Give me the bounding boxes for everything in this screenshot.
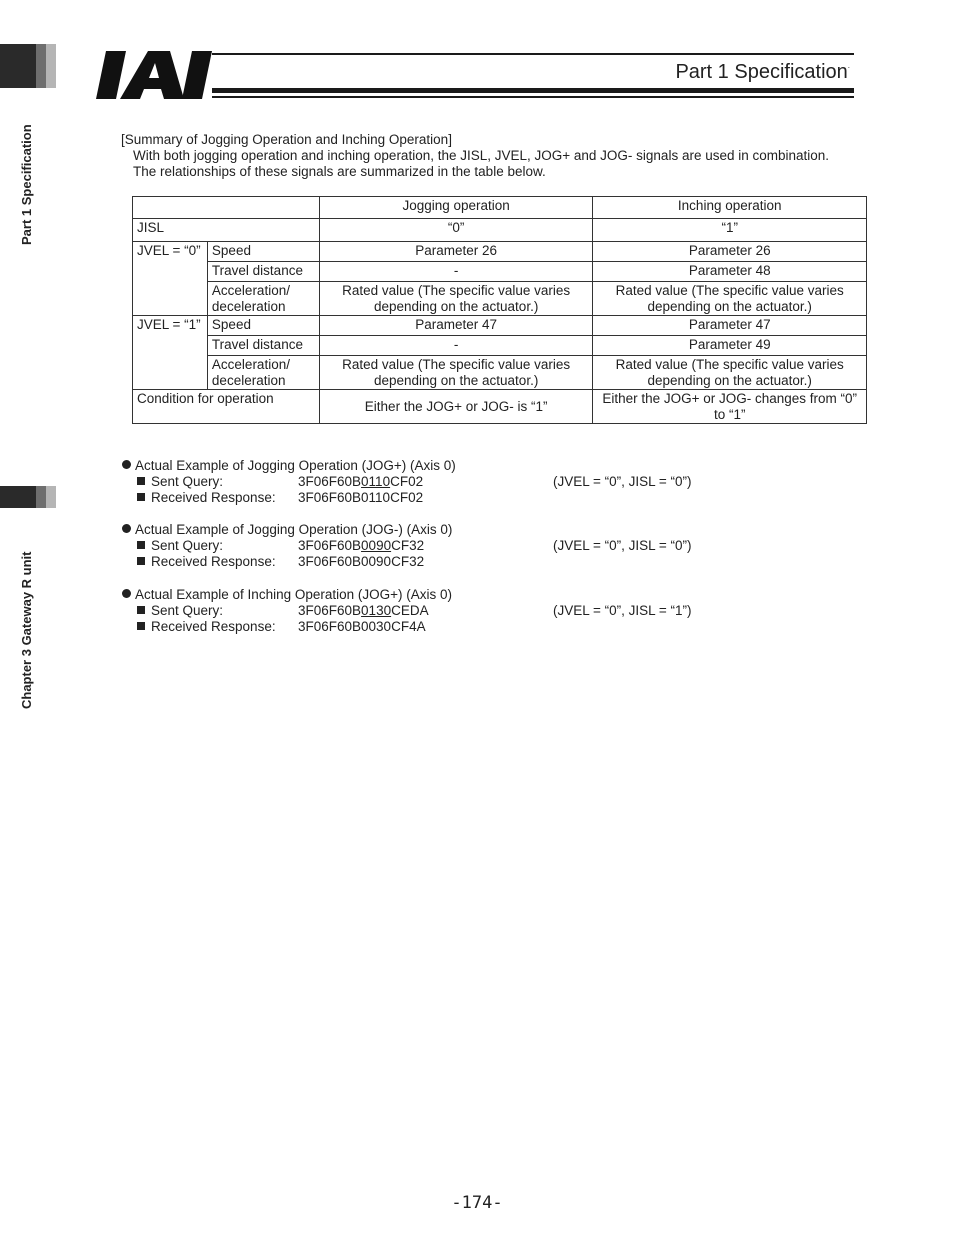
iai-logo [96, 51, 214, 99]
cell-text-line-1: Either the JOG+ or JOG- changes from “0” [602, 391, 858, 406]
cell-jvel1-speed-inch: Parameter 47 [593, 316, 867, 336]
square-bullet-icon [137, 493, 145, 501]
side-tab-top-dark [0, 44, 36, 88]
query-condition: (JVEL = “0”, JISL = “0”) [553, 538, 692, 553]
received-response-label [137, 619, 276, 635]
received-response-label [137, 490, 276, 506]
cell-text-line-2: depending on the actuator.) [647, 298, 812, 314]
cell-text-line-2: to “1” [713, 406, 746, 422]
cell-text-line-1: Rated value (The specific value varies [615, 283, 844, 298]
side-tab-bottom-dark [0, 486, 36, 508]
accel-label-line-2: deceleration [211, 298, 286, 314]
sent-query-value [298, 474, 423, 490]
header-rule-thin-bottom [212, 96, 854, 98]
table-row [133, 219, 867, 242]
cell-jvel1-accel-jog [319, 356, 593, 390]
received-response-value: 3F06F60B0030CF4A [298, 619, 426, 634]
summary-line-1: With both jogging operation and inching operation, the JISL, JVEL, JOG+ and JOG- signals are used in combination. [133, 148, 830, 163]
square-bullet-icon [137, 606, 145, 614]
example-title-text: Actual Example of Inching Operation (JOG+) (Axis 0) [135, 587, 453, 602]
sent-query-value [298, 538, 424, 554]
label-text: Sent Query: [151, 474, 224, 489]
sent-query-value [298, 603, 429, 619]
square-bullet-icon [137, 557, 145, 565]
cell-jvel0-travel-jog: - [319, 262, 593, 282]
row-label-condition: Condition for operation [133, 390, 320, 424]
query-suffix: CF32 [391, 538, 425, 553]
accel-label-line-1: Acceleration/ [211, 357, 290, 372]
cell-jvel1-accel-inch [593, 356, 867, 390]
cell-text-line-2: depending on the actuator.) [373, 372, 539, 388]
header-rule-thick [212, 88, 854, 93]
cell-jvel0-accel-jog [319, 282, 593, 316]
col-header-inching: Inching operation [593, 197, 867, 219]
table-row [133, 316, 867, 336]
bullet-icon [122, 524, 131, 533]
page-header-title: Part 1 Specification. [675, 61, 850, 83]
table-header-row [133, 197, 867, 219]
table-corner-cell [133, 197, 320, 219]
received-response-label [137, 554, 276, 570]
table-row [133, 282, 867, 316]
row-label-jisl: JISL [133, 219, 320, 242]
sent-query-label [137, 538, 223, 554]
label-text: Received Response: [151, 619, 276, 634]
sent-query-label [137, 474, 223, 490]
cell-text-line-1: Rated value (The specific value varies [342, 283, 571, 298]
bullet-icon [122, 460, 131, 469]
label-text: Received Response: [151, 490, 276, 505]
sub-label-speed: Speed [207, 242, 319, 262]
sub-label-travel: Travel distance [207, 262, 319, 282]
cell-jvel0-speed-jog: Parameter 26 [319, 242, 593, 262]
example-title-text: Actual Example of Jogging Operation (JOG-) (Axis 0) [135, 522, 453, 537]
table-row [133, 262, 867, 282]
sub-label-travel: Travel distance [207, 336, 319, 356]
col-header-jogging: Jogging operation [319, 197, 593, 219]
cell-jvel1-travel-inch: Parameter 49 [593, 336, 867, 356]
cell-text-line-1: Rated value (The specific value varies [342, 357, 571, 372]
accel-label-line-1: Acceleration/ [211, 283, 290, 298]
cell-condition-inch [593, 390, 867, 424]
query-underlined: 0090 [361, 538, 392, 553]
summary-heading: [Summary of Jogging Operation and Inching Operation] [121, 132, 452, 147]
query-suffix: CEDA [391, 603, 429, 618]
bullet-icon [122, 589, 131, 598]
cell-jvel1-speed-jog: Parameter 47 [319, 316, 593, 336]
example-title [122, 458, 456, 474]
example-title [122, 522, 452, 538]
label-text: Received Response: [151, 554, 276, 569]
example-title-text: Actual Example of Jogging Operation (JOG+) (Axis 0) [135, 458, 456, 473]
summary-line-2: The relationships of these signals are summarized in the table below. [133, 164, 546, 179]
received-response-value: 3F06F60B0090CF32 [298, 554, 425, 569]
received-response-value: 3F06F60B0110CF02 [298, 490, 424, 505]
example-title [122, 587, 452, 603]
query-condition: (JVEL = “0”, JISL = “0”) [553, 474, 692, 489]
table-row [133, 390, 867, 424]
sub-label-speed: Speed [207, 316, 319, 336]
table-row [133, 356, 867, 390]
cell-text-line-1: Rated value (The specific value varies [615, 357, 844, 372]
label-text: Sent Query: [151, 538, 224, 553]
cell-jvel0-accel-inch [593, 282, 867, 316]
page-number: -174- [451, 1193, 503, 1213]
query-prefix: 3F06F60B [298, 538, 362, 553]
side-tab-top-light [46, 44, 56, 88]
query-underlined: 0110 [361, 474, 391, 489]
accel-label-line-2: deceleration [211, 372, 286, 388]
cell-condition-jog: Either the JOG+ or JOG- is “1” [319, 390, 593, 424]
sub-label-accel [207, 356, 319, 390]
table-row [133, 336, 867, 356]
query-prefix: 3F06F60B [298, 474, 362, 489]
cell-jisl-jog: “0” [319, 219, 593, 242]
cell-text-line-2: depending on the actuator.) [373, 298, 539, 314]
query-condition: (JVEL = “0”, JISL = “1”) [553, 603, 692, 618]
sent-query-label [137, 603, 223, 619]
query-suffix: CF02 [390, 474, 424, 489]
sub-label-accel [207, 282, 319, 316]
cell-text-line-2: depending on the actuator.) [647, 372, 812, 388]
cell-jvel1-travel-jog: - [319, 336, 593, 356]
cell-jisl-inch: “1” [593, 219, 867, 242]
row-label-jvel1: JVEL = “1” [133, 316, 208, 390]
square-bullet-icon [137, 541, 145, 549]
signal-summary-table [132, 196, 867, 424]
side-tab-top-mid [36, 44, 46, 88]
row-label-jvel0: JVEL = “0” [133, 242, 208, 316]
square-bullet-icon [137, 622, 145, 630]
cell-jvel0-speed-inch: Parameter 26 [593, 242, 867, 262]
table-row [133, 242, 867, 262]
side-label-part: Part 1 Specification [19, 124, 34, 245]
side-tab-bottom-light [46, 486, 56, 508]
label-text: Sent Query: [151, 603, 224, 618]
side-label-chapter: Chapter 3 Gateway R unit [19, 551, 34, 709]
side-tab-bottom-mid [36, 486, 46, 508]
square-bullet-icon [137, 477, 145, 485]
cell-jvel0-travel-inch: Parameter 48 [593, 262, 867, 282]
query-underlined: 0130 [361, 603, 392, 618]
header-rule-thin-top [212, 53, 854, 55]
query-prefix: 3F06F60B [298, 603, 362, 618]
